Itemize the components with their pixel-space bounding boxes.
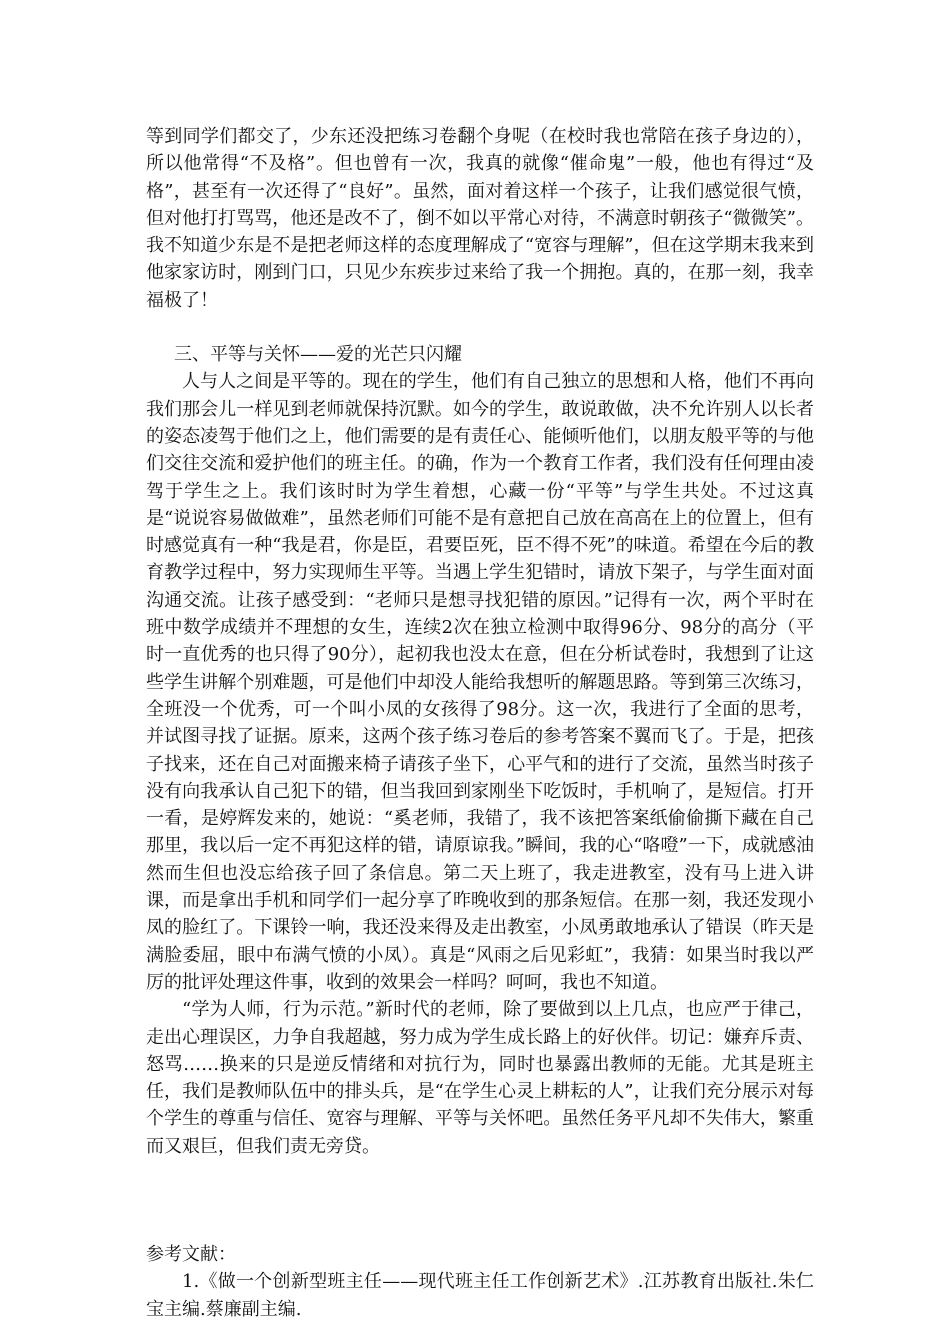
paragraph-intro: 等到同学们都交了，少东还没把练习卷翻个身呢（在校时我也常陪在孩子身边的），所以他常得“不及格”。但也曾有一次，我真的就像“催命鬼”一般，他也有得过“及格”，甚至有一次还得了“良好”。虽然，面对着这样一个孩子，让我们感觉很气愤，但对他打打骂骂，他还是改不了，倒不如以平常心对待，不满意时朝孩子“微微笑”。我不知道少东是不是把老师这样的态度理解成了“宽容与理解”，但在这学期末我来到他家家访时，刚到门口，只见少东疾步过来给了我一个拥抱。真的，在那一刻，我幸福极了！ xyxy=(146,126,814,311)
paragraph-conclusion: “学为人师，行为示范。”新时代的老师，除了要做到以上几点，也应严于律己，走出心理误区，力争自我超越，努力成为学生成长路上的好伙伴。切记：嫌弃斥责、怒骂……换来的只是逆反情绪和对抗行为，同时也暴露出教师的无能。尤其是班主任，我们是教师队伍中的排头兵，是“在学生心灵上耕耘的人”，让我们充分展示对每个学生的尊重与信任、宽容与理解、平等与关怀吧。虽然任务平凡却不失伟大，繁重而又艰巨，但我们责无旁贷。 xyxy=(146,999,814,1157)
reference-item: 1.《做一个创新型班主任——现代班主任工作创新艺术》.江苏教育出版社.朱仁宝主编.蔡廉副主编. xyxy=(146,1271,814,1320)
section-heading: 三、平等与关怀——爱的光芒只闪耀 xyxy=(174,344,462,366)
paragraph-equality: 人与人之间是平等的。现在的学生，他们有自己独立的思想和人格，他们不再向我们那会儿一样见到老师就保持沉默。如今的学生，敢说敢做，决不允许别人以长者的姿态凌驾于他们之上，他们需要的是有责任心、能倾听他们，以朋友般平等的与他们交往交流和爱护他们的班主任。的确，作为一个教育工作者，我们没有任何理由凌驾于学生之上。我们该时时为学生着想，心藏一份“平等”与学生共处。不过这真是“说说容易做做难”，虽然老师们可能不是有意把自己放在高高在上的位置上，但有时感觉真有一种“我是君，你是臣，君要臣死，臣不得不死”的味道。希望在今后的教育教学过程中，努力实现师生平等。当遇上学生犯错时，请放下架子，与学生面对面沟通交流。让孩子感受到：“老师只是想寻找犯错的原因。”记得有一次，两个平时在班中数学成绩并不理想的女生，连续2次在独立检测中取得96分、98分的高分（平时一直优秀的也只得了90分），起初我也没太在意，但在分析试卷时，我想到了让这些学生讲解个别难题，可是他们中却没人能给我想听的解题思路。等到第三次练习，全班没一个优秀，可一个叫小凤的女孩得了98分。这一次，我进行了全面的思考，并试图寻找了证据。原来，这两个孩子练习卷后的参考答案不翼而飞了。于是，把孩子找来，还在自己对面搬来椅子请孩子坐下，心平气和的进行了交流，虽然当时孩子没有向我承认自己犯下的错，但当我回到家刚坐下吃饭时，手机响了，是短信。打开一看，是婷辉发来的，她说：“奚老师，我错了，我不该把答案纸偷偷撕下藏在自己那里，我以后一定不再犯这样的错，请原谅我。”瞬间，我的心“咯噔”一下，成就感油然而生但也没忘给孩子回了条信息。第二天上班了，我走进教室，没有马上进入讲课，而是拿出手机和同学们一起分享了昨晚收到的那条短信。在那一刻，我还发现小凤的脸红了。下课铃一响，我还没来得及走出教室，小凤勇敢地承认了错误（昨天是满脸委屈，眼中布满气愤的小凤）。真是“风雨之后见彩虹”，我猜：如果当时我以严厉的批评处理这件事，收到的效果会一样吗？呵呵，我也不知道。 xyxy=(146,371,814,993)
references-title: 参考文献： xyxy=(146,1243,236,1265)
document-page xyxy=(146,123,814,1323)
